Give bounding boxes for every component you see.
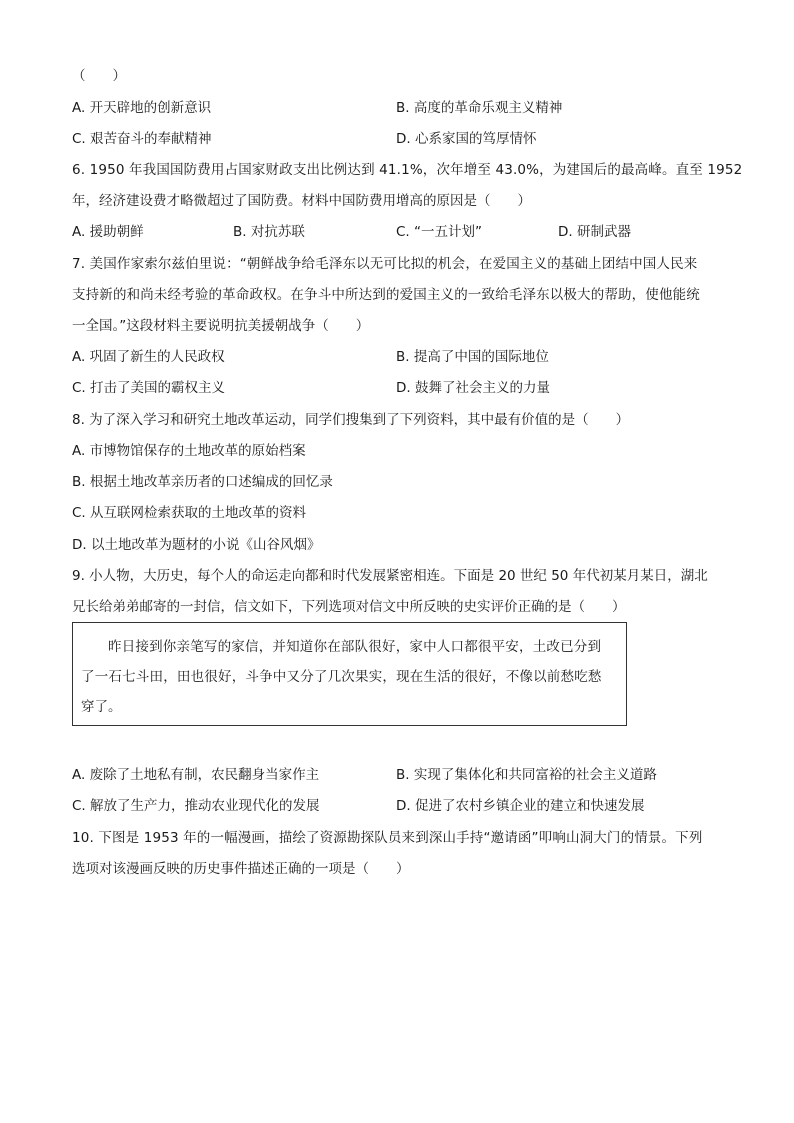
- q9-stem-line-2: 兄长给弟弟邮寄的一封信，信文如下，下列选项对信文中所反映的史实评价正确的是（ ）: [72, 599, 626, 615]
- q9-letter-line-1: 昨日接到你亲笔写的家信，并知道你在部队很好，家中人口都很平安，土改已分到: [108, 639, 602, 655]
- q10-stem-line-1: 10. 下图是 1953 年的一幅漫画，描绘了资源勘探队员来到深山手持“邀请函”叩响山洞大门的情景。下列: [72, 830, 703, 846]
- q9-option-d: D. 促进了农村乡镇企业的建立和快速发展: [396, 798, 645, 814]
- q5-option-d: D. 心系家国的笃厚情怀: [396, 131, 537, 147]
- q9-letter-line-3: 穿了。: [81, 699, 122, 715]
- q7-stem-line-3: 一全国。”这段材料主要说明抗美援朝战争（ ）: [72, 318, 370, 334]
- q7-stem-line-1: 7. 美国作家索尔兹伯里说：“朝鲜战争给毛泽东以无可比拟的机会，在爱国主义的基础上团结中国人民来: [72, 256, 698, 272]
- q8-option-b: B. 根据土地改革亲历者的口述编成的回忆录: [72, 474, 333, 490]
- q6-option-d: D. 研制武器: [558, 224, 631, 240]
- q5-option-b: B. 高度的革命乐观主义精神: [396, 100, 563, 116]
- q6-option-c: C. “一五计划”: [396, 224, 482, 240]
- q5-option-a: A. 开天辟地的创新意识: [72, 100, 212, 116]
- q9-letter-line-2: 了一石七斗田，田也很好，斗争中又分了几次果实，现在生活的很好，不像以前愁吃愁: [81, 669, 602, 685]
- q10-stem-line-2: 选项对该漫画反映的历史事件描述正确的一项是（ ）: [72, 861, 410, 877]
- q9-option-c: C. 解放了生产力，推动农业现代化的发展: [72, 798, 320, 814]
- q5-option-c: C. 艰苦奋斗的奉献精神: [72, 131, 212, 147]
- q8-option-a: A. 市博物馆保存的土地改革的原始档案: [72, 443, 306, 459]
- q9-option-b: B. 实现了集体化和共同富裕的社会主义道路: [396, 767, 657, 783]
- q6-stem-line-1: 6. 1950 年我国国防费用占国家财政支出比例达到 41.1%，次年增至 43.0%，为建国后的最高峰。直至 1952: [72, 162, 743, 178]
- q6-option-a: A. 援助朝鲜: [72, 224, 144, 240]
- q7-option-a: A. 巩固了新生的人民政权: [72, 349, 225, 365]
- q6-option-b: B. 对抗苏联: [233, 224, 305, 240]
- q9-letter-box: [72, 622, 627, 726]
- q9-option-a: A. 废除了土地私有制，农民翻身当家作主: [72, 767, 320, 783]
- q8-option-c: C. 从互联网检索获取的土地改革的资料: [72, 505, 307, 521]
- q5-answer-bracket: （ ）: [72, 68, 126, 84]
- q8-option-d: D. 以土地改革为题材的小说《山谷风烟》: [72, 537, 321, 553]
- q6-stem-line-2: 年，经济建设费才略微超过了国防费。材料中国防费用增高的原因是（ ）: [72, 193, 531, 209]
- q9-stem-line-1: 9. 小人物，大历史，每个人的命运走向都和时代发展紧密相连。下面是 20 世纪 50 年代初某月某日，湖北: [72, 568, 708, 584]
- q7-stem-line-2: 支持新的和尚未经考验的革命政权。在争斗中所达到的爱国主义的一致给毛泽东以极大的帮助，使他能统: [72, 287, 700, 303]
- q8-stem: 8. 为了深入学习和研究土地改革运动，同学们搜集到了下列资料，其中最有价值的是（ ）: [72, 412, 630, 428]
- q7-option-c: C. 打击了美国的霸权主义: [72, 380, 226, 396]
- q7-option-b: B. 提高了中国的国际地位: [396, 349, 549, 365]
- q7-option-d: D. 鼓舞了社会主义的力量: [396, 380, 550, 396]
